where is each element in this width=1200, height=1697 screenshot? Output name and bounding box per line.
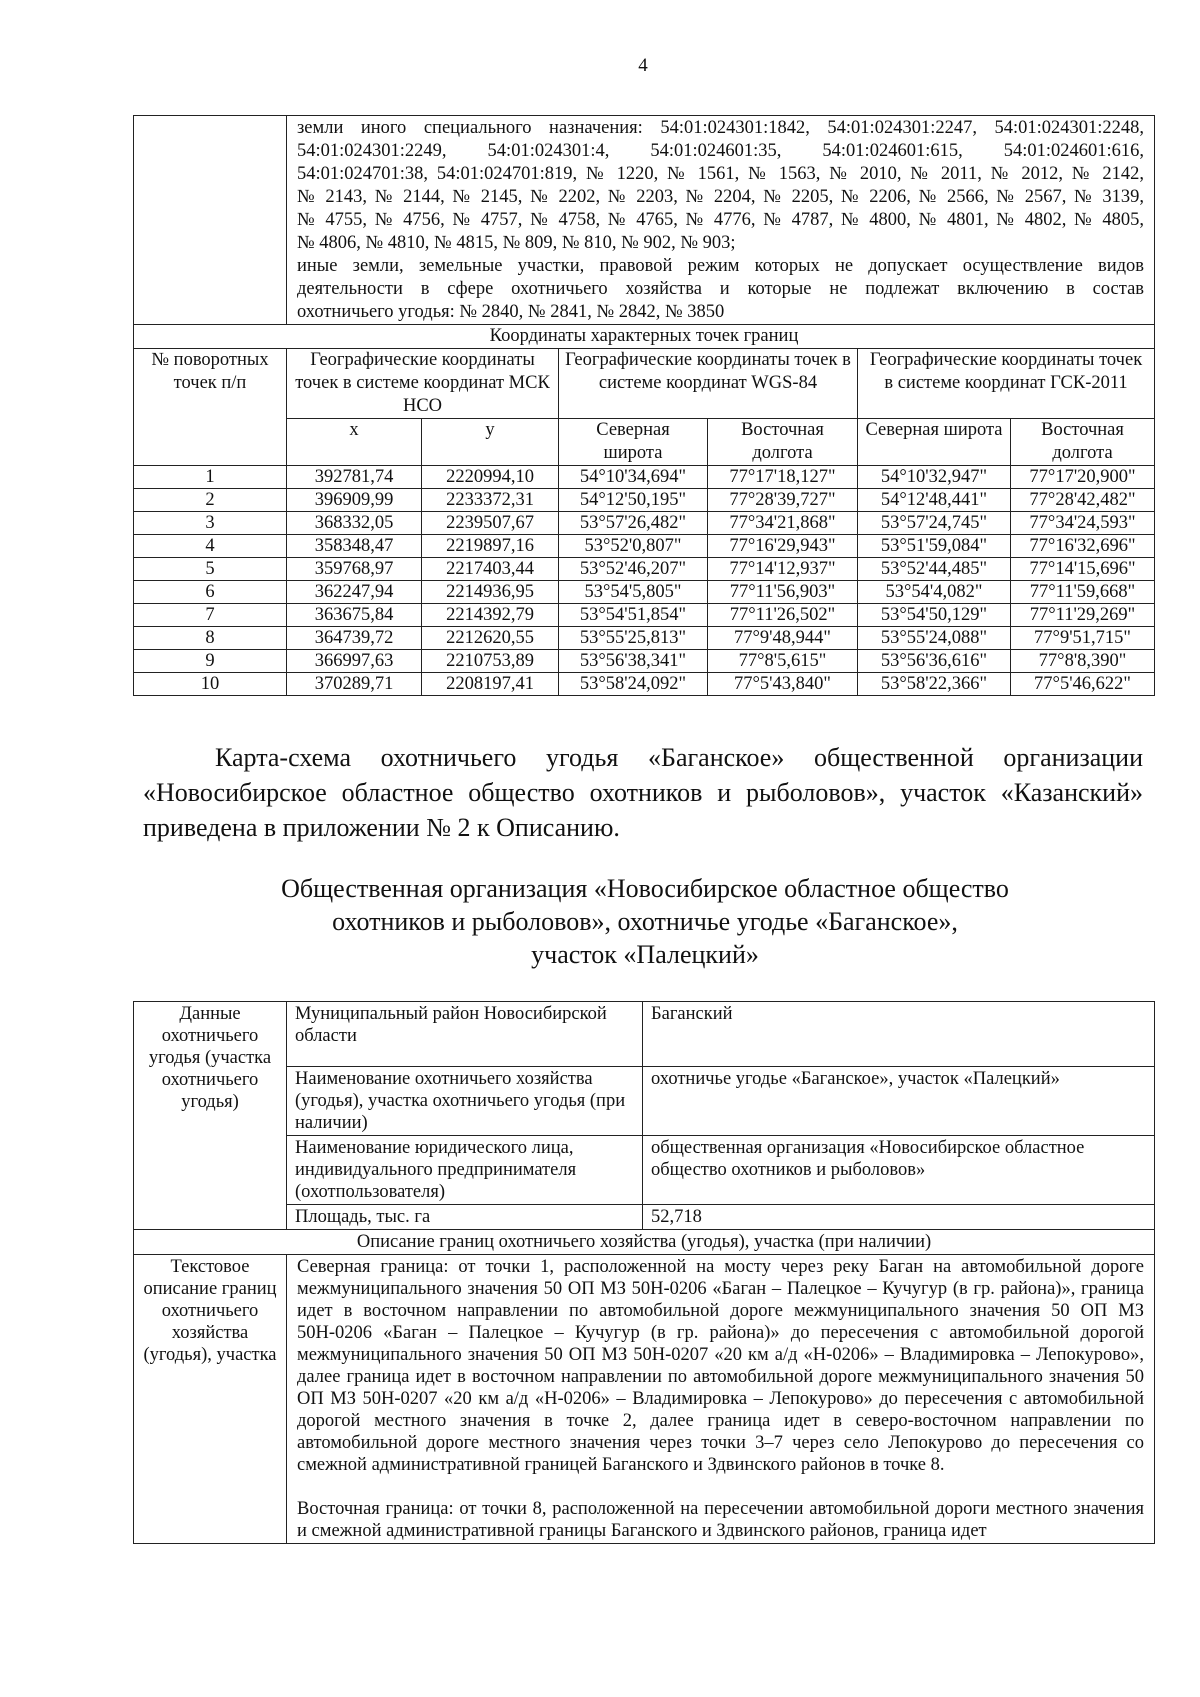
lands-line: № 4806, № 4810, № 4815, № 809, № 810, № 902, № 903; [297,233,736,253]
table-row [134,627,1155,650]
cell-x: 358348,47 [287,535,422,558]
cell-wgs-lat: 53°52'0,807" [559,535,708,558]
cell-wgs-lat: 53°52'46,207" [559,558,708,581]
cell-wgs-lat: 53°56'38,341" [559,650,708,673]
lands-line: охотничьего угодья: № 2840, № 2841, № 2842, № 3850 [297,302,725,322]
cell-x: 368332,05 [287,512,422,535]
cell-gsk-lat: 53°51'59,084" [858,535,1011,558]
cell-gsk-lat: 54°10'32,947" [858,466,1011,489]
cell-x: 396909,99 [287,489,422,512]
table-row [134,581,1155,604]
header-wgs-lon: Восточная долгота [708,419,858,466]
cell-wgs-lat: 54°12'50,195" [559,489,708,512]
cell-y: 2219897,16 [422,535,559,558]
cell-x: 370289,71 [287,673,422,696]
cell-gsk-lat: 53°58'22,366" [858,673,1011,696]
cell-gsk-lat: 53°54'4,082" [858,581,1011,604]
row-value: общественная организация «Новосибирское областное общество охотников и рыболовов» [643,1136,1155,1205]
cell-gsk-lon: 77°14'15,696" [1011,558,1155,581]
header-wgs-lat: Северная широта [559,419,708,466]
cell-wgs-lat: 53°54'51,854" [559,604,708,627]
cell-y: 2233372,31 [422,489,559,512]
cell-gsk-lon: 77°16'32,696" [1011,535,1155,558]
cell-gsk-lat: 53°52'44,485" [858,558,1011,581]
cell-gsk-lon: 77°9'51,715" [1011,627,1155,650]
cell-gsk-lat: 53°54'50,129" [858,604,1011,627]
section-title-line: Общественная организация «Новосибирское областное общество [281,874,1009,903]
cell-wgs-lon: 77°9'48,944" [708,627,858,650]
data-label: Данные охотничьего угодья (участка охотничьего угодья) [134,1002,287,1230]
boundary-section-title: Описание границ охотничьего хозяйства (угодья), участка (при наличии) [134,1230,1155,1255]
cell-gsk-lon: 77°28'42,482" [1011,489,1155,512]
cell-wgs-lon: 77°16'29,943" [708,535,858,558]
cell-y: 2214392,79 [422,604,559,627]
cell-n: 10 [134,673,287,696]
east-boundary-text: Восточная граница: от точки 8, расположенной на пересечении автомобильной дороги местного значения и смежной административной границы Баганского и Здвинского районов, граница идет [297,1499,1144,1541]
cell-n: 7 [134,604,287,627]
table-row [134,673,1155,696]
page-number: 4 [638,55,648,76]
table-row [134,558,1155,581]
section-title-line: участок «Палецкий» [531,940,759,969]
header-gsk-lat: Северная широта [858,419,1011,466]
cell-n: 1 [134,466,287,489]
coordinates-section-title: Координаты характерных точек границ [134,325,1155,349]
section-title-line: охотников и рыболовов», охотничье угодье «Баганское», [332,907,958,936]
cell-wgs-lon: 77°17'18,127" [708,466,858,489]
coordinates-table [133,115,1155,696]
cell-n: 2 [134,489,287,512]
table-row [134,466,1155,489]
text-description-label: Текстовое описание границ охотничьего хозяйства (угодья), участка [134,1255,287,1544]
cell-gsk-lon: 77°8'8,390" [1011,650,1155,673]
north-boundary-text: Северная граница: от точки 1, расположенной на мосту через реку Баган на автомобильной дороге межмуниципального значения 50 ОП МЗ 50Н-0206 «Баган – Палецкое – Кучугур (в гр. района)», граница идет в восточном направлении по автомобильной дороге межмуниципального значения 50 ОП МЗ 50Н-0206 «Баган – Палецкое – Кучугур (в гр. района)» до пересечения с автомобильной дорогой межмуниципального значения 50 ОП МЗ 50Н-0207 «20 км а/д «Н-0206» – Владимировка – Лепокурово», далее граница идет в восточном направлении по автомобильной дороге межмуниципального значения 50 ОП МЗ 50Н-0207 «20 км а/д «Н-0206» – Владимировка – Лепокурово» до пересечения с автомобильной дорогой местного значения в точке 2, далее граница идет в северо-восточном направлении по автомобильной дороге местного значения через точки 3–7 через село Лепокурово до пересечения со смежной административной границей Баганского и Здвинского районов в точке 8. [297,1257,1144,1475]
map-paragraph: Карта-схема охотничьего угодья «Баганское» общественной организации «Новосибирское областное общество охотников и рыболовов», участок «Казанский» приведена в приложении № 2 к Описанию. [143,743,1143,842]
hunting-ground-table [133,1001,1155,1544]
empty-cell [134,116,287,325]
lands-text [287,116,1155,325]
lands-line: № 2143, № 2144, № 2145, № 2202, № 2203, № 2204, № 2205, № 2206, № 2566, № 2567, № 3139, [297,187,1145,207]
row-label: Наименование охотничьего хозяйства (угодья), участка охотничьего угодья (при наличии) [287,1067,643,1136]
lands-line: иные земли, земельные участки, правовой режим которых не допускает осуществление видов [297,256,1145,276]
cell-gsk-lat: 53°55'24,088" [858,627,1011,650]
header-msk: Географические координаты точек в системе координат МСК НСО [287,349,559,419]
cell-x: 362247,94 [287,581,422,604]
cell-y: 2239507,67 [422,512,559,535]
cell-n: 4 [134,535,287,558]
header-y: y [422,419,559,466]
table-row [134,604,1155,627]
row-label: Муниципальный район Новосибирской области [287,1002,643,1067]
cell-wgs-lon: 77°14'12,937" [708,558,858,581]
cell-gsk-lat: 53°56'36,616" [858,650,1011,673]
cell-gsk-lat: 53°57'24,745" [858,512,1011,535]
cell-y: 2208197,41 [422,673,559,696]
row-value: Баганский [643,1002,1155,1067]
cell-wgs-lat: 54°10'34,694" [559,466,708,489]
row-value: охотничье угодье «Баганское», участок «Палецкий» [643,1067,1155,1136]
cell-x: 392781,74 [287,466,422,489]
cell-wgs-lon: 77°8'5,615" [708,650,858,673]
cell-gsk-lon: 77°17'20,900" [1011,466,1155,489]
cell-wgs-lon: 77°11'56,903" [708,581,858,604]
section-title [130,872,1160,971]
cell-n: 6 [134,581,287,604]
cell-y: 2214936,95 [422,581,559,604]
cell-y: 2212620,55 [422,627,559,650]
header-point-no: № поворотных точек п/п [134,349,287,466]
cell-wgs-lon: 77°28'39,727" [708,489,858,512]
row-value: 52,718 [643,1205,1155,1230]
cell-y: 2217403,44 [422,558,559,581]
cell-gsk-lon: 77°11'29,269" [1011,604,1155,627]
header-wgs84: Географические координаты точек в системе координат WGS-84 [559,349,858,419]
lands-row [134,116,1155,325]
cell-x: 364739,72 [287,627,422,650]
table-row [134,512,1155,535]
lands-line: № 4755, № 4756, № 4757, № 4758, № 4765, № 4776, № 4787, № 4800, № 4801, № 4802, № 4805, [297,210,1145,230]
cell-gsk-lat: 54°12'48,441" [858,489,1011,512]
cell-y: 2210753,89 [422,650,559,673]
header-x: x [287,419,422,466]
cell-wgs-lat: 53°57'26,482" [559,512,708,535]
cell-n: 3 [134,512,287,535]
cell-wgs-lat: 53°55'25,813" [559,627,708,650]
cell-x: 366997,63 [287,650,422,673]
header-gsk-lon: Восточная долгота [1011,419,1155,466]
lands-line: 54:01:024701:38, 54:01:024701:819, № 1220, № 1561, № 1563, № 2010, № 2011, № 2012, № 2142, [297,164,1145,184]
cell-n: 8 [134,627,287,650]
cell-x: 359768,97 [287,558,422,581]
cell-y: 2220994,10 [422,466,559,489]
boundary-description [287,1255,1155,1544]
row-label: Площадь, тыс. га [287,1205,643,1230]
cell-n: 5 [134,558,287,581]
cell-wgs-lon: 77°5'43,840" [708,673,858,696]
cell-wgs-lat: 53°58'24,092" [559,673,708,696]
cell-wgs-lon: 77°34'21,868" [708,512,858,535]
table-row [134,650,1155,673]
cell-gsk-lon: 77°34'24,593" [1011,512,1155,535]
lands-line: земли иного специального назначения: 54:01:024301:1842, 54:01:024301:2247, 54:01:024301:2248, [297,118,1145,138]
table-row [134,535,1155,558]
cell-x: 363675,84 [287,604,422,627]
row-label: Наименование юридического лица, индивидуального предпринимателя (охотпользователя) [287,1136,643,1205]
cell-gsk-lon: 77°11'59,668" [1011,581,1155,604]
lands-line: деятельности в сфере охотничьего хозяйства и которые не подлежат включению в состав [297,279,1145,299]
cell-wgs-lat: 53°54'5,805" [559,581,708,604]
cell-gsk-lon: 77°5'46,622" [1011,673,1155,696]
lands-line: 54:01:024301:2249, 54:01:024301:4, 54:01:024601:35, 54:01:024601:615, 54:01:024601:616, [297,141,1145,161]
header-gsk2011: Географические координаты точек в системе координат ГСК-2011 [858,349,1155,419]
cell-n: 9 [134,650,287,673]
cell-wgs-lon: 77°11'26,502" [708,604,858,627]
table-row [134,489,1155,512]
